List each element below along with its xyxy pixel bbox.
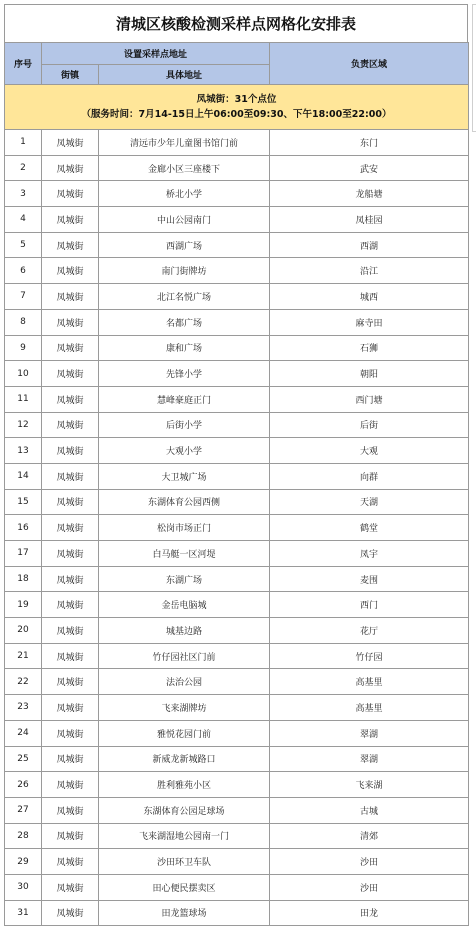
cell-seq: 24	[5, 720, 42, 746]
cell-seq: 6	[5, 258, 42, 284]
cell-area: 石狮	[270, 335, 469, 361]
table-row	[5, 284, 469, 310]
side-panel-edge	[472, 4, 476, 132]
cell-street: 凤城街	[42, 463, 99, 489]
cell-seq: 1	[5, 130, 42, 156]
cell-seq: 29	[5, 849, 42, 875]
table-row	[5, 669, 469, 695]
cell-area: 麻寺田	[270, 309, 469, 335]
cell-address: 东湖体育公园西侧	[99, 489, 270, 515]
table-row	[5, 155, 469, 181]
cell-address: 西湖广场	[99, 232, 270, 258]
cell-street: 凤城街	[42, 515, 99, 541]
cell-address: 南门街牌坊	[99, 258, 270, 284]
cell-street: 凤城街	[42, 592, 99, 618]
cell-address: 先锋小学	[99, 361, 270, 387]
table-row	[5, 746, 469, 772]
cell-seq: 4	[5, 207, 42, 233]
cell-seq: 14	[5, 463, 42, 489]
cell-street: 凤城街	[42, 181, 99, 207]
cell-street: 凤城街	[42, 849, 99, 875]
cell-area: 朝阳	[270, 361, 469, 387]
table-row	[5, 258, 469, 284]
cell-street: 凤城街	[42, 335, 99, 361]
cell-area: 沿江	[270, 258, 469, 284]
cell-seq: 3	[5, 181, 42, 207]
cell-seq: 28	[5, 823, 42, 849]
table-row	[5, 541, 469, 567]
table-row	[5, 386, 469, 412]
cell-address: 新威龙新城路口	[99, 746, 270, 772]
cell-seq: 9	[5, 335, 42, 361]
table-row	[5, 207, 469, 233]
cell-address: 金岳电脑城	[99, 592, 270, 618]
table-row	[5, 515, 469, 541]
cell-address: 飞来湖牌坊	[99, 695, 270, 721]
cell-address: 雅悦花园门前	[99, 720, 270, 746]
cell-address: 法治公园	[99, 669, 270, 695]
table-body	[5, 130, 469, 926]
schedule-sheet	[4, 4, 468, 926]
cell-area: 西湖	[270, 232, 469, 258]
table-row	[5, 618, 469, 644]
cell-seq: 20	[5, 618, 42, 644]
table-row	[5, 361, 469, 387]
table-row	[5, 695, 469, 721]
cell-street: 凤城街	[42, 412, 99, 438]
cell-street: 凤城街	[42, 541, 99, 567]
cell-area: 东门	[270, 130, 469, 156]
cell-seq: 2	[5, 155, 42, 181]
cell-address: 东湖体育公园足球场	[99, 797, 270, 823]
cell-area: 后街	[270, 412, 469, 438]
cell-area: 天湖	[270, 489, 469, 515]
cell-area: 凤宇	[270, 541, 469, 567]
cell-street: 凤城街	[42, 643, 99, 669]
table-row	[5, 643, 469, 669]
cell-street: 凤城街	[42, 618, 99, 644]
cell-street: 凤城街	[42, 386, 99, 412]
cell-street: 凤城街	[42, 284, 99, 310]
cell-address: 中山公园南门	[99, 207, 270, 233]
cell-street: 凤城街	[42, 309, 99, 335]
cell-seq: 7	[5, 284, 42, 310]
cell-seq: 13	[5, 438, 42, 464]
cell-seq: 22	[5, 669, 42, 695]
cell-street: 凤城街	[42, 258, 99, 284]
cell-street: 凤城街	[42, 772, 99, 798]
cell-street: 凤城街	[42, 566, 99, 592]
cell-address: 康和广场	[99, 335, 270, 361]
table-row	[5, 900, 469, 926]
cell-address: 东湖广场	[99, 566, 270, 592]
header-area: 负责区域	[270, 43, 469, 85]
table-row	[5, 309, 469, 335]
section-banner	[5, 85, 469, 130]
table-row	[5, 720, 469, 746]
cell-address: 大卫城广场	[99, 463, 270, 489]
section-service-time: （服务时间：7月14-15日上午06:00至09:30、下午18:00至22:00）	[81, 109, 392, 120]
table-row	[5, 797, 469, 823]
cell-seq: 23	[5, 695, 42, 721]
cell-area: 翠湖	[270, 746, 469, 772]
cell-seq: 15	[5, 489, 42, 515]
cell-seq: 21	[5, 643, 42, 669]
cell-street: 凤城街	[42, 438, 99, 464]
cell-area: 武安	[270, 155, 469, 181]
table-row	[5, 772, 469, 798]
cell-area: 飞来湖	[270, 772, 469, 798]
cell-street: 凤城街	[42, 669, 99, 695]
cell-seq: 11	[5, 386, 42, 412]
cell-seq: 30	[5, 874, 42, 900]
table-row	[5, 823, 469, 849]
cell-area: 竹仔园	[270, 643, 469, 669]
cell-address: 松岗市场正门	[99, 515, 270, 541]
cell-area: 沙田	[270, 849, 469, 875]
table-row	[5, 489, 469, 515]
cell-street: 凤城街	[42, 900, 99, 926]
table-row	[5, 232, 469, 258]
cell-area: 大观	[270, 438, 469, 464]
cell-area: 麦围	[270, 566, 469, 592]
cell-address: 金廊小区三座楼下	[99, 155, 270, 181]
cell-seq: 19	[5, 592, 42, 618]
cell-street: 凤城街	[42, 155, 99, 181]
cell-street: 凤城街	[42, 746, 99, 772]
table-row	[5, 438, 469, 464]
table-row	[5, 849, 469, 875]
cell-seq: 8	[5, 309, 42, 335]
cell-address: 白马艇一区河堤	[99, 541, 270, 567]
cell-address: 北江名悦广场	[99, 284, 270, 310]
table-row	[5, 130, 469, 156]
cell-area: 城西	[270, 284, 469, 310]
cell-area: 古城	[270, 797, 469, 823]
cell-area: 向群	[270, 463, 469, 489]
cell-address: 后街小学	[99, 412, 270, 438]
cell-address: 桥北小学	[99, 181, 270, 207]
cell-area: 沙田	[270, 874, 469, 900]
cell-address: 慧峰豪庭正门	[99, 386, 270, 412]
table-row	[5, 412, 469, 438]
cell-area: 西门塘	[270, 386, 469, 412]
section-title: 凤城街：31个点位	[196, 94, 277, 105]
schedule-table	[4, 42, 469, 926]
cell-seq: 26	[5, 772, 42, 798]
cell-street: 凤城街	[42, 130, 99, 156]
header-seq: 序号	[5, 43, 42, 85]
cell-seq: 27	[5, 797, 42, 823]
cell-area: 翠湖	[270, 720, 469, 746]
cell-area: 高基里	[270, 669, 469, 695]
cell-street: 凤城街	[42, 361, 99, 387]
cell-street: 凤城街	[42, 695, 99, 721]
cell-seq: 17	[5, 541, 42, 567]
cell-seq: 5	[5, 232, 42, 258]
table-row	[5, 335, 469, 361]
cell-seq: 10	[5, 361, 42, 387]
cell-seq: 25	[5, 746, 42, 772]
cell-address: 沙田环卫车队	[99, 849, 270, 875]
cell-street: 凤城街	[42, 720, 99, 746]
header-street: 街镇	[42, 65, 99, 85]
table-header	[5, 43, 469, 85]
cell-area: 凤桂园	[270, 207, 469, 233]
cell-address: 胜利雅苑小区	[99, 772, 270, 798]
section-row	[5, 85, 469, 130]
cell-address: 竹仔园社区门前	[99, 643, 270, 669]
header-address: 具体地址	[99, 65, 270, 85]
cell-seq: 12	[5, 412, 42, 438]
table-row	[5, 874, 469, 900]
table-row	[5, 463, 469, 489]
cell-area: 龙船塘	[270, 181, 469, 207]
table-row	[5, 592, 469, 618]
cell-street: 凤城街	[42, 207, 99, 233]
table-row	[5, 566, 469, 592]
table-row	[5, 181, 469, 207]
cell-street: 凤城街	[42, 797, 99, 823]
cell-address: 田龙篮球场	[99, 900, 270, 926]
cell-street: 凤城街	[42, 232, 99, 258]
cell-address: 田心便民摆卖区	[99, 874, 270, 900]
cell-address: 名都广场	[99, 309, 270, 335]
cell-area: 鹤堂	[270, 515, 469, 541]
cell-seq: 16	[5, 515, 42, 541]
cell-area: 清郊	[270, 823, 469, 849]
cell-street: 凤城街	[42, 823, 99, 849]
cell-seq: 18	[5, 566, 42, 592]
cell-area: 田龙	[270, 900, 469, 926]
cell-area: 高基里	[270, 695, 469, 721]
cell-address: 清远市少年儿童图书馆门前	[99, 130, 270, 156]
page-title: 清城区核酸检测采样点网格化安排表	[4, 4, 468, 42]
cell-address: 大观小学	[99, 438, 270, 464]
cell-area: 花厅	[270, 618, 469, 644]
header-site: 设置采样点地址	[42, 43, 270, 65]
cell-area: 西门	[270, 592, 469, 618]
cell-street: 凤城街	[42, 874, 99, 900]
cell-street: 凤城街	[42, 489, 99, 515]
cell-address: 飞来湖湿地公园南一门	[99, 823, 270, 849]
cell-seq: 31	[5, 900, 42, 926]
cell-address: 城基边路	[99, 618, 270, 644]
